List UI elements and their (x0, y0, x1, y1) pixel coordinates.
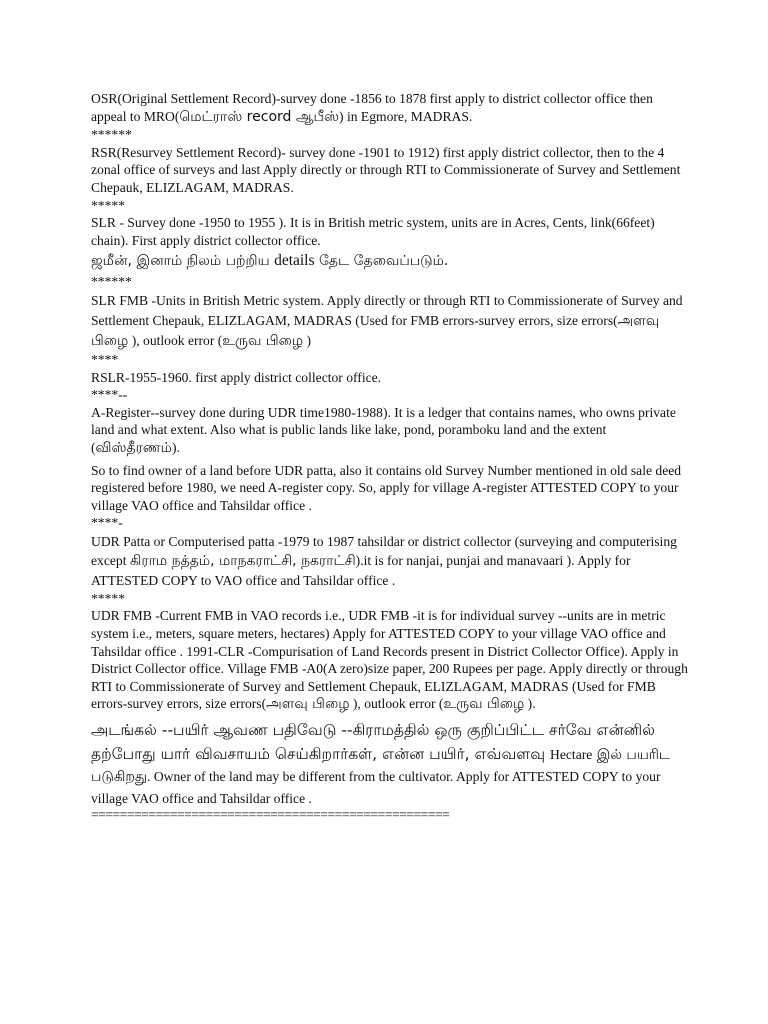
separator: ***** (91, 197, 125, 213)
osr-text: OSR(Original Settlement Record)-survey done -1856 to 1878 first apply to district collector office then appeal to MRO( (91, 91, 653, 124)
adangal-tamil: அடங்கல் --பயிர் ஆவண பதிவேடு --கிராமத்தில் ஒரு குறிப்பிட்ட சர்வே என்னில் தற்போது யார் விவசாயம் செய்கிறார்கள், என்ன பயிர், எவ்வளவு (91, 721, 656, 764)
slr-tamil: ஜமீன், இனாம் நிலம் பற்றிய (91, 253, 275, 270)
adangal-paragraph (91, 718, 691, 809)
a-register-tamil: விஸ்தீரணம் (95, 439, 172, 456)
find-owner-paragraph: So to find owner of a land before UDR patta, also it contains old Survey Number mentioned in old sale deed registered before 1980, we need A-register copy. So, apply for village A-register ATTESTED COPY to your village VAO office and Tahsildar office . (91, 462, 682, 513)
a-register-text: A-Register--survey done during UDR time1980-1988). It is a ledger that contains names, who owns private land and what extent. Also what is public lands like lake, pond, poramboku land and the extent ( (91, 404, 676, 455)
fmb-text-mid: ), outlook error ( (128, 332, 223, 348)
fmb-text-end: ) (303, 332, 312, 348)
udr-text: UDR Patta or Computerised patta -1979 to 1987 tahsildar or district collector (surveying and computerising except (91, 533, 677, 568)
udr-fmb-text-mid: ), outlook error ( (349, 696, 444, 712)
udr-fmb-tamil-size: அளவு பிழை (266, 696, 350, 713)
a-register-paragraph (91, 404, 691, 458)
udr-text-end: ).it is for nanjai, punjai and manavaari ). Apply for ATTESTED COPY to VAO office and Tahsildar office . (91, 552, 631, 588)
adangal-hectare: Hectare (550, 747, 593, 763)
a-register-text-end: ). (171, 439, 180, 455)
slr-tamil-line (91, 249, 691, 273)
udr-fmb-tamil-outlook: உருவ பிழை (443, 696, 525, 713)
fmb-tamil-outlook: உருவ பிழை (222, 332, 304, 349)
osr-tamil: மெட்ராஸ் record ஆபீஸ் (179, 108, 340, 125)
rslr-paragraph: RSLR-1955-1960. first apply district collector office. (91, 369, 382, 385)
double-rule-divider: ================================================== (91, 809, 450, 822)
slr-paragraph: SLR - Survey done -1950 to 1955 ). It is in British metric system, units are in Acres, Cents, link(66feet) chain). First apply district collector office. (91, 215, 655, 248)
udr-patta-paragraph (91, 532, 691, 590)
fmb-text: SLR FMB -Units in British Metric system. Apply directly or through RTI to Commissionerate of Survey and Settlement Chepauk, ELIZLAGAM, MADRAS (Used for FMB errors-survey errors, size errors( (91, 292, 683, 328)
adangal-text-end: . Owner of the land may be different from the cultivator. Apply for ATTESTED COPY to your village VAO office and Tahsildar office . (91, 769, 661, 807)
udr-tamil: கிராம நத்தம், மாநகராட்சி, நகராட்சி (129, 552, 356, 569)
slr-english: details (274, 252, 315, 270)
rsr-paragraph: RSR(Resurvey Settlement Record)- survey done -1901 to 1912) first apply district collector, then to the 4 zonal office of surveys and last Apply directly or through RTI to Commissionerate of Survey and Settlement Chepauk, ELIZLAGAM, MADRAS. (91, 144, 681, 195)
separator: ***** (91, 590, 125, 606)
slr-fmb-paragraph (91, 291, 691, 351)
separator: ****-- (91, 387, 128, 403)
separator: ****** (91, 127, 132, 143)
adangal-tamil-end: இல் பயரிட படுகிறது (91, 747, 671, 786)
udr-fmb-text: UDR FMB -Current FMB in VAO records i.e., UDR FMB -it is for individual survey --units are in metric system i.e., meters, square meters, hectares) Apply for ATTESTED COPY to your village VAO office and Tahsildar office . 1991-CLR -Compurisation of Land Records present in District Collector Office). Apply in District Collector office. Village FMB -A0(A zero)size paper, 200 Rupees per page. Apply directly or through RTI to Commissionerate of Survey and Settlement Chepauk, ELIZLAGAM, MADRAS (Used for FMB errors-survey errors, size errors( (91, 608, 688, 712)
slr-tamil-end: தேட தேவைப்படும். (314, 253, 449, 270)
document-body (91, 90, 691, 821)
osr-text-end: ) in Egmore, MADRAS. (339, 108, 473, 124)
separator: ****- (91, 515, 123, 531)
fmb-tamil-size: அளவு பிழை (91, 312, 660, 349)
separator: ****** (91, 274, 132, 290)
osr-paragraph (91, 90, 691, 126)
separator: **** (91, 351, 119, 367)
udr-fmb-text-end: ). (524, 696, 536, 712)
udr-fmb-paragraph (91, 607, 691, 714)
